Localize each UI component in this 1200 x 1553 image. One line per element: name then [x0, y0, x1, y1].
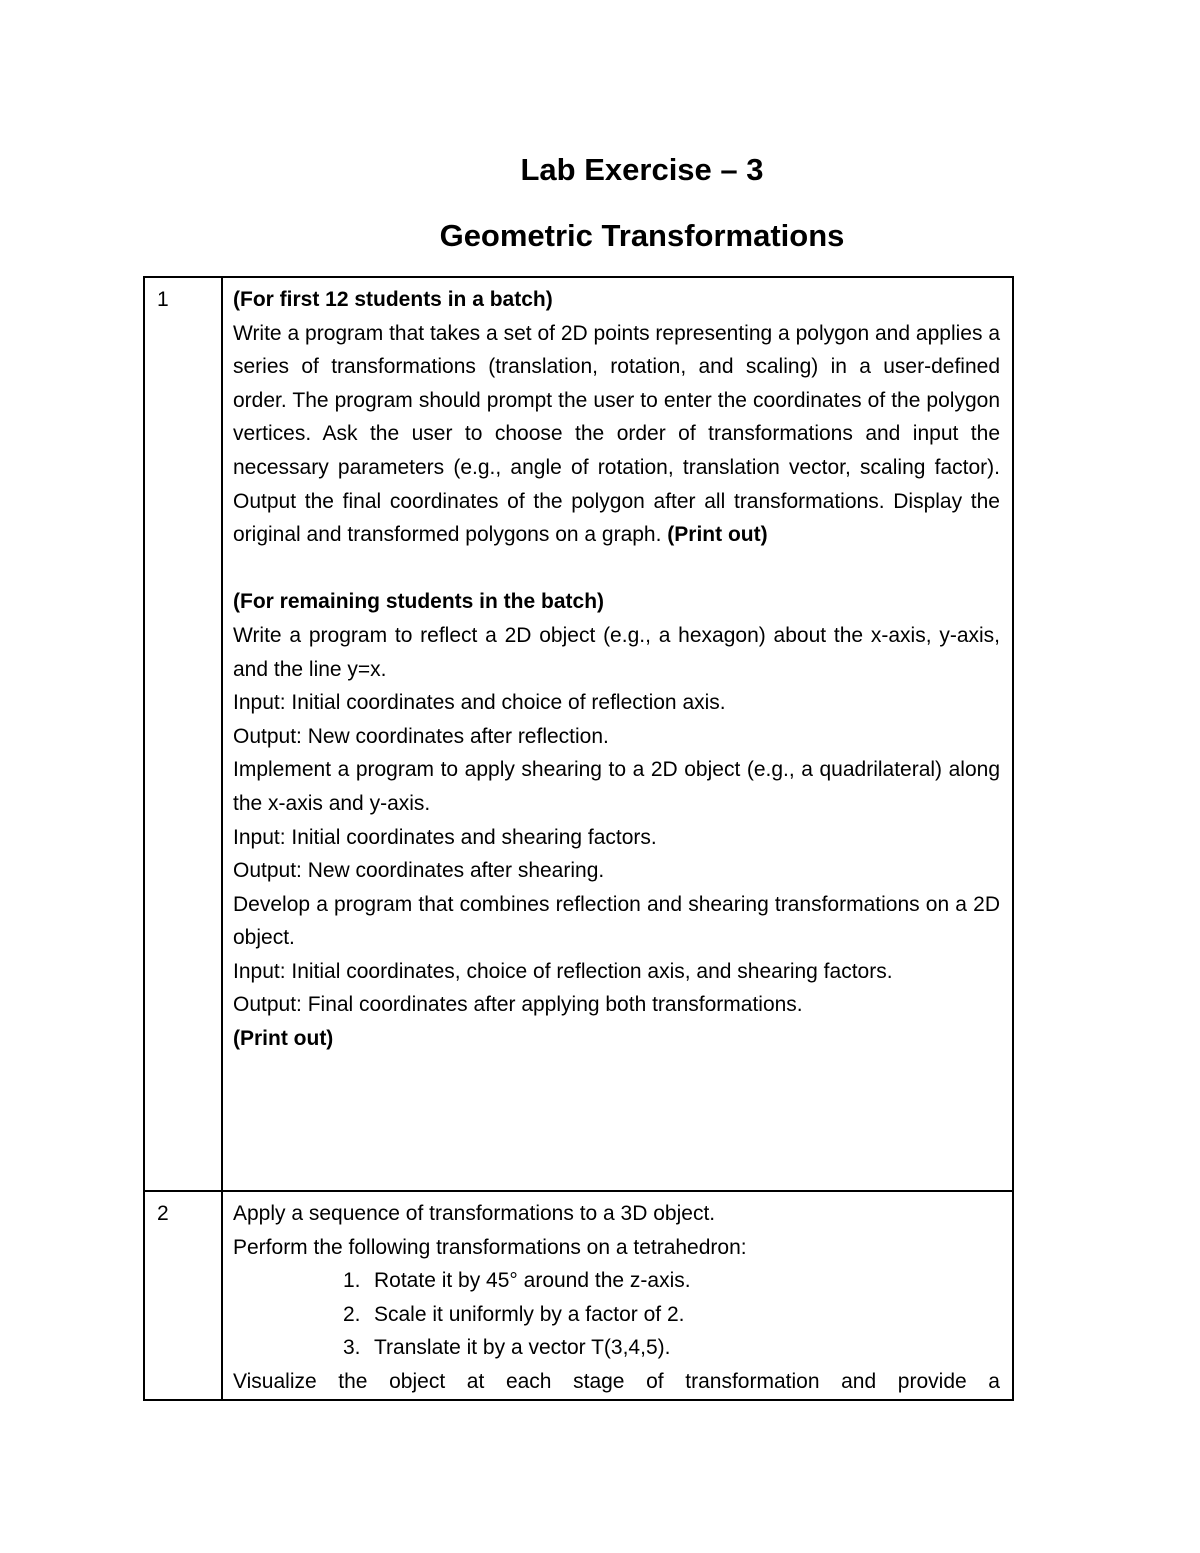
task-table [143, 276, 1014, 1401]
group-b-printout: (Print out) [233, 1027, 334, 1051]
step-number: 3. [343, 1336, 361, 1360]
task-row [144, 277, 1013, 1191]
paragraph-gap [233, 552, 1000, 586]
group-b-line: Output: New coordinates after reflection. [233, 724, 609, 748]
step-number: 1. [343, 1269, 361, 1293]
group-b-line: Input: Initial coordinates and choice of reflection axis. [233, 691, 726, 715]
step-list [233, 1264, 1000, 1365]
group-b-heading: (For remaining students in the batch) [233, 590, 605, 614]
task-content [222, 277, 1013, 1191]
group-b-line: Input: Initial coordinates, choice of reflection axis, and shearing factors. [233, 959, 893, 983]
step-text: Translate it by a vector T(3,4,5). [374, 1336, 671, 1360]
step-text: Rotate it by 45° around the z-axis. [374, 1269, 691, 1293]
group-a-heading: (For first 12 students in a batch) [233, 288, 553, 311]
task-number: 2 [144, 1191, 222, 1400]
task-row [144, 1191, 1013, 1400]
group-b-line: Develop a program that combines reflection and shearing transformations on a 2D object. [233, 892, 1000, 950]
document-title: Lab Exercise – 3 [520, 152, 764, 187]
step-text: Scale it uniformly by a factor of 2. [374, 1302, 685, 1326]
group-b-line: Output: New coordinates after shearing. [233, 859, 605, 883]
step-item [343, 1298, 1000, 1332]
task-lead: Perform the following transformations on a tetrahedron: [233, 1235, 747, 1259]
task-closing: Visualize the object at each stage of transformation and provide a [233, 1369, 1000, 1393]
step-item [343, 1264, 1000, 1298]
group-b-line: Write a program to reflect a 2D object (e.g., a hexagon) about the x-axis, y-axis, and the line y=x. [233, 623, 1000, 681]
step-item [343, 1331, 1000, 1365]
group-a-text: Write a program that takes a set of 2D points representing a polygon and applies a series of transformations (translation, rotation, and scaling) in a user-defined order. The program should prompt the user to enter the coordinates of the polygon vertices. Ask the user to choose the order of transformations and input the necessary parameters (e.g., angle of rotation, translation vector, scaling factor). Output the final coordinates of the polygon after all transformations. Display the original and transformed polygons on a graph. [233, 321, 1000, 547]
document-subtitle: Geometric Transformations [439, 218, 845, 253]
task-content [222, 1191, 1013, 1400]
task-number: 1 [144, 277, 222, 1191]
group-a-description [233, 317, 1000, 552]
step-number: 2. [343, 1302, 361, 1326]
group-b-line: Input: Initial coordinates and shearing factors. [233, 825, 657, 849]
group-b-line: Implement a program to apply shearing to a 2D object (e.g., a quadrilateral) along the x-axis and y-axis. [233, 758, 1000, 815]
group-b-line: Output: Final coordinates after applying both transformations. [233, 993, 803, 1017]
group-a-printout: (Print out) [667, 523, 768, 547]
task-intro: Apply a sequence of transformations to a 3D object. [233, 1202, 716, 1225]
